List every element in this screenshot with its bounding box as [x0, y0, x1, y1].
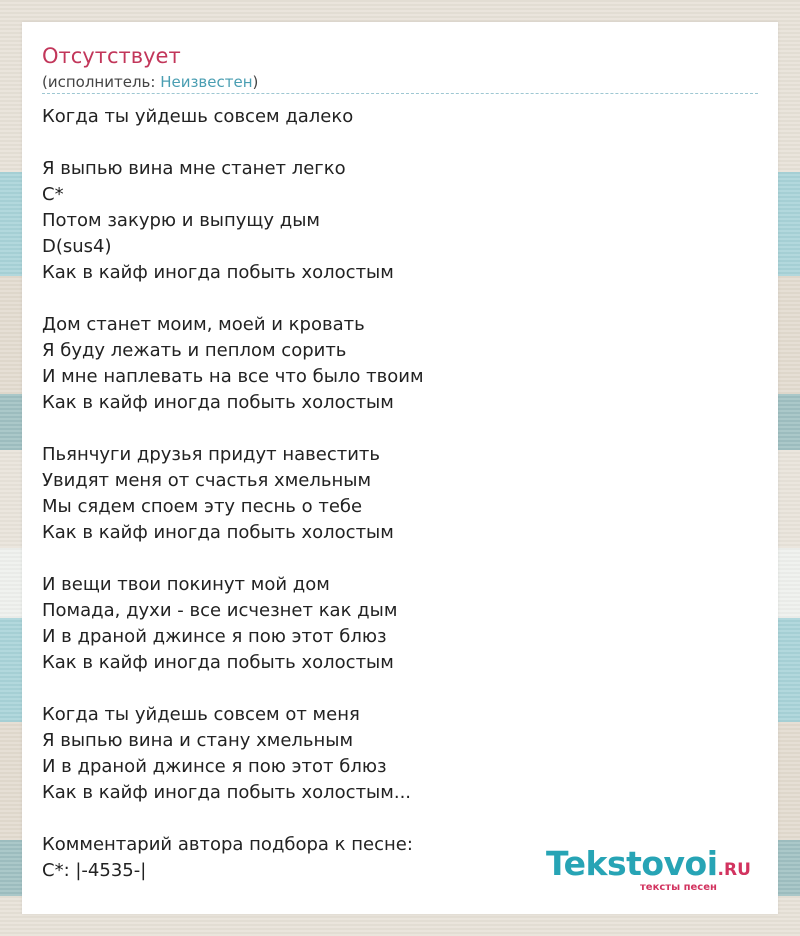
song-title: Отсутствует — [42, 44, 181, 68]
logo-name: Tekstovoi — [546, 844, 718, 883]
lyric-line: Как в кайф иногда побыть холостым — [42, 522, 394, 543]
blank-line — [42, 546, 424, 572]
lyric-line: Как в кайф иногда побыть холостым — [42, 652, 394, 673]
lyric-line: Потом закурю и выпущу дым — [42, 210, 320, 231]
lyric-line: Увидят меня от счастья хмельным — [42, 470, 372, 491]
lyric-line: Когда ты уйдешь совсем далеко — [42, 106, 354, 127]
lyrics-card — [22, 22, 778, 914]
artist-line — [42, 72, 258, 92]
lyric-line: Как в кайф иногда побыть холостым — [42, 392, 394, 413]
lyric-line: Помада, духи - все исчезнет как дым — [42, 600, 398, 621]
blank-line — [42, 806, 424, 832]
lyric-line: Мы сядем споем эту песнь о тебе — [42, 496, 363, 517]
lyric-line: Комментарий автора подбора к песне: — [42, 834, 413, 855]
lyric-line: И мне наплевать на все что было твоим — [42, 366, 424, 387]
lyric-line: Когда ты уйдешь совсем от меня — [42, 704, 360, 725]
lyric-line: Я выпью вина мне станет легко — [42, 158, 346, 179]
logo-tld: .RU — [717, 860, 751, 880]
lyric-line: Я буду лежать и пеплом сорить — [42, 340, 347, 361]
lyric-line: Дом станет моим, моей и кровать — [42, 314, 365, 335]
lyric-line: И в драной джинсе я пою этот блюз — [42, 756, 387, 777]
lyric-line: Как в кайф иногда побыть холостым — [42, 262, 394, 283]
lyric-line: И в драной джинсе я пою этот блюз — [42, 626, 387, 647]
lyric-line: И вещи твои покинут мой дом — [42, 574, 330, 595]
lyric-line: C* — [42, 184, 64, 205]
divider — [42, 93, 758, 94]
blank-line — [42, 286, 424, 312]
lyric-line: Пьянчуги друзья придут навестить — [42, 444, 381, 465]
lyrics-text — [42, 104, 424, 884]
blank-line — [42, 130, 424, 156]
artist-link[interactable]: Неизвестен — [160, 73, 253, 91]
blank-line — [42, 676, 424, 702]
lyric-line: D(sus4) — [42, 236, 112, 257]
lyric-line: C*: |-4535-| — [42, 860, 147, 881]
lyric-line: Я выпью вина и стану хмельным — [42, 730, 354, 751]
artist-suffix: ) — [252, 73, 259, 91]
logo-tagline: тексты песен — [640, 882, 717, 893]
artist-prefix: (исполнитель: — [42, 73, 161, 91]
blank-line — [42, 416, 424, 442]
lyric-line: Как в кайф иногда побыть холостым... — [42, 782, 412, 803]
